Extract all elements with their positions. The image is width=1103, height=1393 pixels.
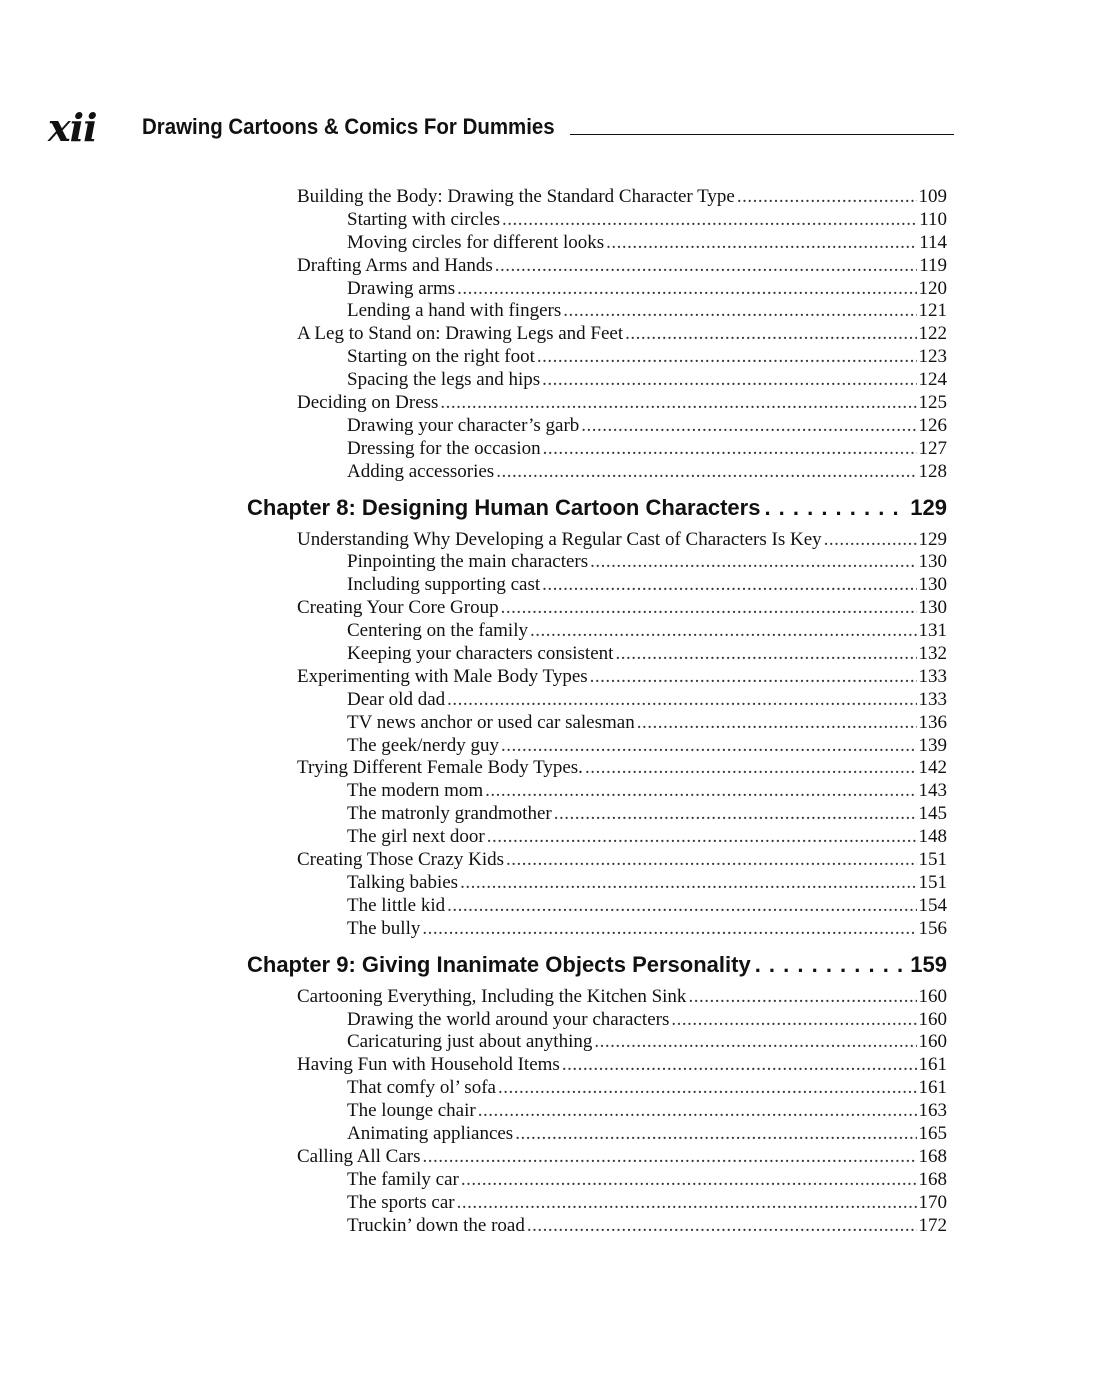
toc-entry-title: Caricaturing just about anything — [347, 1031, 593, 1053]
toc-entry-title: Drawing your character’s garb — [347, 414, 580, 436]
toc-entry-title: Drawing the world around your characters — [347, 1008, 670, 1030]
toc-entry-title: Drafting Arms and Hands — [297, 254, 493, 276]
toc-entry-title: Deciding on Dress — [297, 392, 439, 414]
book-title: Drawing Cartoons & Comics For Dummies — [142, 114, 555, 139]
toc-subsection-entry — [247, 1077, 947, 1100]
toc-entry-title: Moving circles for different looks — [347, 231, 605, 253]
dot-leader — [537, 346, 917, 369]
toc-subsection-entry — [247, 1100, 947, 1123]
toc-entry-title: Dressing for the occasion — [347, 437, 541, 459]
toc-page-number: 136 — [918, 711, 947, 733]
toc-page-number: 148 — [918, 826, 947, 848]
dot-leader — [562, 1054, 917, 1077]
toc-entry-title: The lounge chair — [347, 1100, 476, 1122]
header-rule — [570, 134, 954, 135]
toc-entry-title: Starting on the right foot — [347, 346, 535, 368]
dot-leader — [581, 415, 916, 438]
toc-page-number: 143 — [918, 780, 947, 802]
toc-entry-title: The bully — [347, 917, 421, 939]
toc-entry-title: Creating Your Core Group — [297, 597, 499, 619]
toc-page-number: 109 — [918, 186, 947, 207]
toc-page-number: 110 — [919, 208, 947, 230]
toc-entry-title: Centering on the family — [347, 620, 528, 642]
toc-page-number: 126 — [918, 414, 947, 436]
toc-subsection-entry — [247, 620, 947, 643]
toc-entry-title: Chapter 8: Designing Human Cartoon Characters — [247, 494, 761, 520]
toc-chapter-heading — [247, 494, 947, 522]
dot-leader — [506, 849, 916, 872]
toc-subsection-entry — [247, 209, 947, 232]
toc-section-entry — [247, 1146, 947, 1169]
toc-page-number: 119 — [919, 254, 947, 276]
toc-subsection-entry — [247, 346, 947, 369]
toc-entry-title: Talking babies — [347, 871, 459, 893]
toc-page-number: 151 — [918, 849, 947, 871]
toc-page-number: 129 — [910, 494, 947, 520]
dot-leader — [447, 689, 916, 712]
toc-entry-title: Adding accessories — [347, 460, 495, 482]
dot-leader — [530, 620, 917, 643]
dot-leader — [585, 757, 917, 780]
dot-leader — [423, 1146, 917, 1169]
toc-page-number: 168 — [918, 1168, 947, 1190]
toc-page-number: 133 — [918, 688, 947, 710]
dot-leader — [487, 826, 917, 849]
toc-page-number: 159 — [910, 951, 947, 977]
toc-entry-title: Lending a hand with fingers — [347, 300, 562, 322]
toc-page-number: 165 — [918, 1122, 947, 1144]
page-folio: xii — [48, 105, 97, 150]
toc-page-number: 125 — [918, 392, 947, 414]
dot-leader — [502, 209, 917, 232]
dot-leader — [542, 369, 916, 392]
toc-section-entry — [247, 597, 947, 620]
toc-page-number: 154 — [918, 894, 947, 916]
dot-leader — [422, 918, 916, 941]
toc-subsection-entry — [247, 1123, 947, 1146]
toc-page-number: 127 — [918, 437, 947, 459]
toc-subsection-entry — [247, 872, 947, 895]
toc-subsection-entry — [247, 574, 947, 597]
toc-entry-title: Drawing arms — [347, 277, 456, 299]
dot-leader — [440, 392, 916, 415]
toc-subsection-entry — [247, 438, 947, 461]
toc-subsection-entry — [247, 712, 947, 735]
toc-page-number: 151 — [918, 871, 947, 893]
toc-entry-title: Keeping your characters consistent — [347, 643, 614, 665]
toc-section-entry — [247, 986, 947, 1009]
toc-subsection-entry — [247, 803, 947, 826]
toc-subsection-entry — [247, 1009, 947, 1032]
toc-section-entry — [247, 849, 947, 872]
toc-page-number: 130 — [918, 551, 947, 573]
toc-section-entry — [247, 529, 947, 552]
dot-leader — [460, 872, 916, 895]
dot-leader — [554, 803, 917, 826]
dot-leader — [496, 461, 916, 484]
toc-page-number: 128 — [918, 460, 947, 482]
toc-subsection-entry — [247, 1192, 947, 1215]
toc-page-number: 130 — [918, 597, 947, 619]
toc-subsection-entry — [247, 895, 947, 918]
dot-leader — [478, 1100, 917, 1123]
toc-entry-title: The family car — [347, 1168, 459, 1190]
dot-leader — [542, 574, 916, 597]
toc-subsection-entry — [247, 232, 947, 255]
toc-entry-title: Building the Body: Drawing the Standard Character Type — [297, 186, 735, 207]
dot-leader — [457, 278, 916, 301]
running-header — [48, 105, 954, 150]
toc-page-number: 131 — [918, 620, 947, 642]
toc-page-number: 161 — [918, 1054, 947, 1076]
toc-subsection-entry — [247, 826, 947, 849]
toc-page-number: 114 — [919, 231, 947, 253]
toc-page-number: 129 — [918, 528, 947, 550]
dot-leader — [457, 1192, 917, 1215]
toc-subsection-entry — [247, 415, 947, 438]
toc-section-entry — [247, 392, 947, 415]
toc-page-number: 121 — [918, 300, 947, 322]
toc-entry-title: TV news anchor or used car salesman — [347, 711, 635, 733]
toc-subsection-entry — [247, 300, 947, 323]
dot-leader — [501, 735, 917, 758]
toc-section-entry — [247, 666, 947, 689]
toc-entry-title: Cartooning Everything, Including the Kitchen Sink — [297, 985, 687, 1007]
toc-page-number: 142 — [918, 757, 947, 779]
toc-page-number: 160 — [918, 985, 947, 1007]
table-of-contents — [247, 186, 947, 1237]
toc-subsection-entry — [247, 551, 947, 574]
dot-leader — [637, 712, 917, 735]
dot-leader — [527, 1215, 917, 1238]
toc-page-number: 123 — [918, 346, 947, 368]
dot-leader — [590, 551, 916, 574]
toc-entry-title: The little kid — [347, 894, 446, 916]
toc-entry-title: Truckin’ down the road — [347, 1214, 525, 1236]
toc-entry-title: The modern mom — [347, 780, 484, 802]
toc-entry-title: A Leg to Stand on: Drawing Legs and Feet — [297, 323, 624, 345]
toc-section-entry — [247, 757, 947, 780]
toc-page-number: 145 — [918, 803, 947, 825]
toc-entry-title: Animating appliances — [347, 1122, 514, 1144]
toc-page-number: 132 — [918, 643, 947, 665]
toc-entry-title: Dear old dad — [347, 688, 446, 710]
toc-entry-title: Spacing the legs and hips — [347, 369, 541, 391]
toc-entry-title: Creating Those Crazy Kids — [297, 849, 505, 871]
dot-leader — [606, 232, 917, 255]
toc-page-number: 172 — [918, 1214, 947, 1236]
toc-subsection-entry — [247, 918, 947, 941]
toc-entry-title: Including supporting cast — [347, 574, 541, 596]
dot-leader — [764, 494, 906, 522]
toc-page-number: 161 — [918, 1077, 947, 1099]
toc-entry-title: The girl next door — [347, 826, 485, 848]
dot-leader — [671, 1009, 916, 1032]
dot-leader — [515, 1123, 916, 1146]
toc-subsection-entry — [247, 643, 947, 666]
toc-subsection-entry — [247, 1031, 947, 1054]
toc-page-number: 156 — [918, 917, 947, 939]
toc-page-number: 163 — [918, 1100, 947, 1122]
toc-entry-title: The sports car — [347, 1191, 455, 1213]
toc-entry-title: The matronly grandmother — [347, 803, 552, 825]
toc-entry-title: Experimenting with Male Body Types — [297, 665, 588, 687]
dot-leader — [594, 1031, 916, 1054]
toc-entry-title: Trying Different Female Body Types. — [297, 757, 583, 779]
dot-leader — [447, 895, 916, 918]
toc-subsection-entry — [247, 369, 947, 392]
toc-subsection-entry — [247, 735, 947, 758]
toc-page-number: 160 — [918, 1031, 947, 1053]
dot-leader — [824, 529, 917, 552]
toc-chapter-heading — [247, 951, 947, 979]
toc-page-number: 160 — [918, 1008, 947, 1030]
toc-page-number: 139 — [918, 734, 947, 756]
toc-entry-title: Chapter 9: Giving Inanimate Objects Personality — [247, 951, 751, 977]
toc-section-entry — [247, 1054, 947, 1077]
toc-page-number: 170 — [918, 1191, 947, 1213]
toc-subsection-entry — [247, 689, 947, 712]
toc-page-number: 124 — [918, 369, 947, 391]
dot-leader — [485, 780, 916, 803]
dot-leader — [590, 666, 917, 689]
dot-leader — [498, 1077, 917, 1100]
toc-subsection-entry — [247, 1215, 947, 1238]
toc-entry-title: Having Fun with Household Items — [297, 1054, 560, 1076]
toc-page-number: 122 — [918, 323, 947, 345]
dot-leader — [501, 597, 917, 620]
dot-leader — [755, 951, 907, 979]
dot-leader — [688, 986, 916, 1009]
dot-leader — [625, 323, 916, 346]
dot-leader — [495, 255, 917, 278]
toc-entry-title: That comfy ol’ sofa — [347, 1077, 496, 1099]
dot-leader — [461, 1169, 917, 1192]
toc-subsection-entry — [247, 1169, 947, 1192]
toc-entry-title: The geek/nerdy guy — [347, 734, 499, 756]
toc-entry-title: Calling All Cars — [297, 1145, 421, 1167]
toc-subsection-entry — [247, 461, 947, 484]
dot-leader — [615, 643, 916, 666]
toc-subsection-entry — [247, 780, 947, 803]
toc-page-number: 130 — [918, 574, 947, 596]
toc-subsection-entry — [247, 278, 947, 301]
toc-entry-title: Pinpointing the main characters — [347, 551, 589, 573]
toc-entry-title: Understanding Why Developing a Regular Cast of Characters Is Key — [297, 528, 822, 550]
toc-section-entry — [247, 186, 947, 209]
toc-section-entry — [247, 323, 947, 346]
toc-page-number: 133 — [918, 665, 947, 687]
dot-leader — [543, 438, 917, 461]
toc-section-entry — [247, 255, 947, 278]
dot-leader — [737, 186, 917, 209]
toc-page-number: 120 — [918, 277, 947, 299]
toc-entry-title: Starting with circles — [347, 208, 501, 230]
toc-page-number: 168 — [918, 1145, 947, 1167]
dot-leader — [563, 300, 916, 323]
